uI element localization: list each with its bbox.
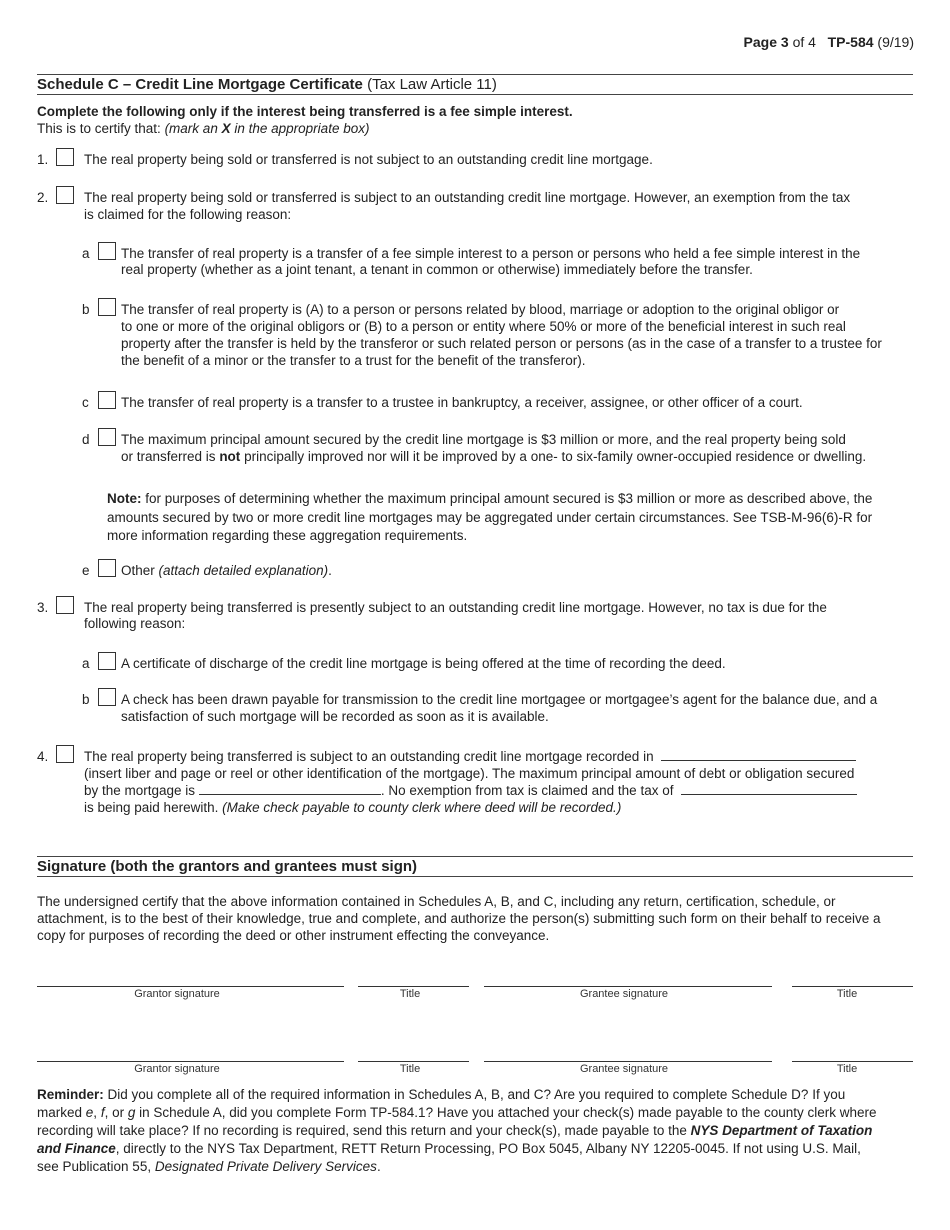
section-rule-bottom xyxy=(37,94,913,95)
principal-amount-field[interactable] xyxy=(199,782,381,795)
item-2a-letter: a xyxy=(82,246,90,261)
signature-para-line1: The undersigned certify that the above information contained in Schedules A, B, and C, including any return, certification, schedule, or xyxy=(37,894,836,909)
grantor-signature-label-2: Grantor signature xyxy=(134,1063,220,1075)
page-number: Page 3 xyxy=(743,34,789,50)
item-3a-checkbox[interactable] xyxy=(98,652,116,670)
item-2d-letter: d xyxy=(82,432,90,447)
item-4-line1: The real property being transferred is subject to an outstanding credit line mortgage recorded in xyxy=(84,748,856,766)
item-1-number: 1. xyxy=(37,152,49,167)
grantor-signature-line-1[interactable] xyxy=(37,986,344,987)
item-2d-line1: The maximum principal amount secured by the credit line mortgage is $3 million or more, and the real property being sold xyxy=(121,432,846,447)
intro-bold: Complete the following only if the interest being transferred is a fee simple interest. xyxy=(37,104,573,119)
grantee-signature-label-1: Grantee signature xyxy=(579,988,669,1000)
section-rule-top xyxy=(37,74,913,75)
item-4-number: 4. xyxy=(37,749,49,764)
item-2a-checkbox[interactable] xyxy=(98,242,116,260)
item-2b-line2: to one or more of the original obligors or (B) to a person or entity where 50% or more of the beneficial interest in such real xyxy=(121,319,846,334)
reminder-line5: see Publication 55, Designated Private Delivery Services. xyxy=(37,1159,381,1174)
note-line1: Note: for purposes of determining whether the maximum principal amount secured is $3 million or more as described above, the xyxy=(107,491,873,506)
item-2e-text: Other (attach detailed explanation). xyxy=(121,563,332,578)
item-2e-letter: e xyxy=(82,563,90,578)
item-2b-line3: property after the transfer is held by the transferor or such related person or persons (as in the case of a transfer to a trustee for xyxy=(121,336,882,351)
tax-amount-field[interactable] xyxy=(681,782,857,795)
grantee-signature-label-2: Grantee signature xyxy=(579,1063,669,1075)
signature-rule-top xyxy=(37,856,913,857)
page-total: of 4 xyxy=(792,34,816,50)
item-3b-line2: satisfaction of such mortgage will be recorded as soon as it is available. xyxy=(121,709,549,724)
grantee-title-line-1[interactable] xyxy=(792,986,913,987)
item-1-text: The real property being sold or transferred is not subject to an outstanding credit line mortgage. xyxy=(84,152,653,167)
grantee-signature-line-1[interactable] xyxy=(484,986,772,987)
item-2c-letter: c xyxy=(82,395,89,410)
item-2-number: 2. xyxy=(37,190,49,205)
reminder-line2: marked e, f, or g in Schedule A, did you complete Form TP-584.1? Have you attached your check(s) made payable to the county clerk where xyxy=(37,1105,877,1120)
item-1-checkbox[interactable] xyxy=(56,148,74,166)
item-2b-checkbox[interactable] xyxy=(98,298,116,316)
signature-rule-bottom xyxy=(37,876,913,877)
signature-para-line2: attachment, is to the best of their knowledge, true and complete, and authorize the person(s) submitting such form on their behalf to receive a xyxy=(37,911,881,926)
schedule-c-title-law: (Tax Law Article 11) xyxy=(367,76,497,93)
item-3-line2: following reason: xyxy=(84,616,186,631)
note-line2: amounts secured by two or more credit line mortgages may be aggregated under certain circumstances. See TSB-M-96(6)-R for xyxy=(107,510,873,525)
item-2a-line1: The transfer of real property is a transfer of a fee simple interest to a person or persons who held a fee simple interest in the xyxy=(121,246,861,261)
page-header xyxy=(744,34,914,50)
item-3b-line1: A check has been drawn payable for transmission to the credit line mortgagee or mortgagee’s agent for the balance due, and a xyxy=(121,692,878,707)
grantor-signature-line-2[interactable] xyxy=(37,1061,344,1062)
item-2d-checkbox[interactable] xyxy=(98,428,116,446)
item-3b-checkbox[interactable] xyxy=(98,688,116,706)
grantor-title-label-1: Title xyxy=(399,988,421,1000)
item-2-line2: is claimed for the following reason: xyxy=(84,207,292,222)
grantor-title-line-1[interactable] xyxy=(358,986,469,987)
reminder-line1: Reminder: Did you complete all of the required information in Schedules A, B, and C? Are you required to complete Schedule D? If you xyxy=(37,1087,846,1102)
grantee-signature-line-2[interactable] xyxy=(484,1061,772,1062)
grantor-title-line-2[interactable] xyxy=(358,1061,469,1062)
grantee-title-label-2: Title xyxy=(836,1063,858,1075)
grantor-signature-label-1: Grantor signature xyxy=(134,988,220,1000)
item-2-checkbox[interactable] xyxy=(56,186,74,204)
grantee-title-line-2[interactable] xyxy=(792,1061,913,1062)
item-2c-line1: The transfer of real property is a transfer to a trustee in bankruptcy, a receiver, assignee, or other officer of a court. xyxy=(121,395,803,410)
grantee-title-label-1: Title xyxy=(836,988,858,1000)
item-4-line4: is being paid herewith. (Make check payable to county clerk where deed will be recorded.) xyxy=(84,800,622,815)
item-3-number: 3. xyxy=(37,600,49,615)
item-4-checkbox[interactable] xyxy=(56,745,74,763)
item-3a-letter: a xyxy=(82,656,90,671)
item-2e-checkbox[interactable] xyxy=(98,559,116,577)
item-3a-line1: A certificate of discharge of the credit line mortgage is being offered at the time of recording the deed. xyxy=(121,656,726,671)
schedule-c-title-bold: Schedule C – Credit Line Mortgage Certificate xyxy=(37,76,363,93)
intro-certify: This is to certify that: (mark an X in the appropriate box) xyxy=(37,121,370,136)
item-3-checkbox[interactable] xyxy=(56,596,74,614)
item-2a-line2: real property (whether as a joint tenant, a tenant in common or otherwise) immediately before the transfer. xyxy=(121,262,753,277)
recorded-in-field[interactable] xyxy=(661,748,856,761)
form-id: TP-584 xyxy=(827,34,874,50)
item-2b-line4: the benefit of a minor or the transfer to a trust for the benefit of the transferor). xyxy=(121,353,586,368)
item-4-line2: (insert liber and page or reel or other identification of the mortgage). The maximum principal amount of debt or obligation secured xyxy=(84,766,855,781)
schedule-c-title xyxy=(37,76,497,93)
item-4-line3: by the mortgage is . No exemption from tax is claimed and the tax of xyxy=(84,782,857,800)
item-2-line1: The real property being sold or transferred is subject to an outstanding credit line mortgage. However, an exemption from the tax xyxy=(84,190,851,205)
signature-para-line3: copy for purposes of recording the deed or other instrument effecting the conveyance. xyxy=(37,928,550,943)
form-revision: (9/19) xyxy=(877,34,914,50)
note-line3: more information regarding these aggregation requirements. xyxy=(107,528,468,543)
item-2c-checkbox[interactable] xyxy=(98,391,116,409)
item-3b-letter: b xyxy=(82,692,90,707)
item-3-line1: The real property being transferred is presently subject to an outstanding credit line mortgage. However, no tax is due for the xyxy=(84,600,827,615)
signature-title: Signature (both the grantors and grantees must sign) xyxy=(37,858,418,875)
reminder-line4: and Finance, directly to the NYS Tax Department, RETT Return Processing, PO Box 5045, Albany NY 12205-0045. If not using U.S. Mail, xyxy=(37,1141,861,1156)
item-2b-letter: b xyxy=(82,302,90,317)
reminder-line3: recording will take place? If no recording is required, send this return and your check(s), made payable to the NYS Department of Taxation xyxy=(37,1123,873,1138)
grantor-title-label-2: Title xyxy=(399,1063,421,1075)
item-2d-line2: or transferred is not principally improved nor will it be improved by a one- to six-family owner-occupied residence or dwelling. xyxy=(121,449,867,464)
item-2b-line1: The transfer of real property is (A) to a person or persons related by blood, marriage or adoption to the original obligor or xyxy=(121,302,840,317)
